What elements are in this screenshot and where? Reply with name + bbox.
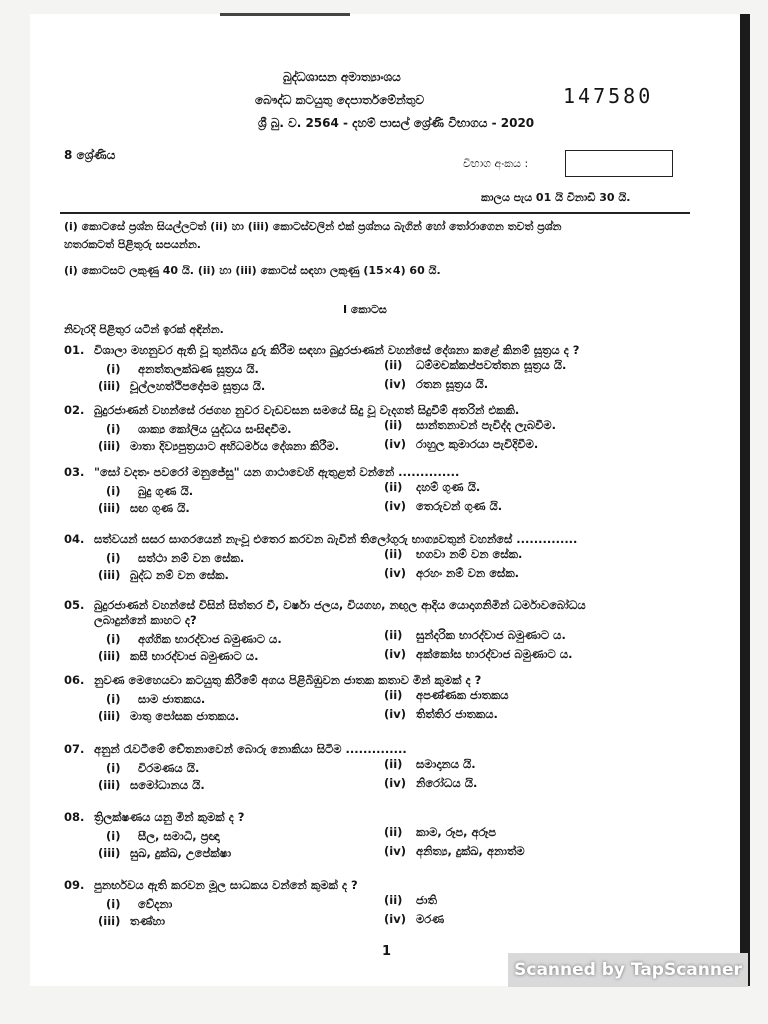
question-text: අනුන් රැවටීමේ චේතනාවෙන් බොරු නොකියා සිටීම .............. — [94, 742, 407, 756]
scanner-watermark: Scanned by TapScanner — [508, 953, 748, 987]
answer-option[interactable] — [384, 547, 522, 562]
option-numeral: (iv) — [384, 437, 406, 451]
option-numeral: (iii) — [98, 439, 121, 453]
question-stem — [64, 810, 704, 825]
scan-edge-right — [740, 14, 750, 986]
answer-options — [64, 688, 704, 730]
answer-option[interactable] — [98, 914, 165, 929]
answer-option[interactable] — [384, 893, 437, 908]
section-title: I කොටස — [343, 303, 387, 316]
answer-option[interactable] — [384, 688, 509, 703]
answer-option[interactable] — [384, 628, 566, 643]
option-numeral: (i) — [106, 829, 121, 843]
option-text: අනත්තලක්ඛණ සූත්‍රය යි. — [138, 362, 259, 376]
answer-options — [64, 547, 704, 589]
option-numeral: (iv) — [384, 776, 406, 790]
instruction-line-1: (i) කොටසේ ප්‍රශ්න සියල්ලටත් (ii) හා (iii) කොටස්වලින් එක් ප්‍රශ්නය බැගින් හෝ තෝරාගෙන තවත් ප්‍රශ්න — [64, 220, 562, 233]
option-text: සාන්තනාවන් පැවිද්ද ලැබවීම. — [416, 418, 557, 432]
question-8 — [64, 810, 704, 867]
question-number: 07. — [64, 742, 85, 756]
option-numeral: (ii) — [384, 757, 403, 771]
answer-option[interactable] — [384, 757, 476, 772]
answer-options — [64, 358, 704, 400]
question-stem — [64, 532, 704, 547]
option-text: බුද්ධ නම් වන සේක. — [130, 568, 229, 582]
answer-options — [64, 418, 704, 460]
option-numeral: (i) — [106, 484, 121, 498]
option-text: මාතා දිව්‍යපුත්‍රයාට අභිධර්මය දේශනා කිරීම. — [130, 439, 340, 453]
question-text: ත්‍රිලක්ෂණය යනු මින් කුමක් ද ? — [94, 810, 245, 824]
answer-option[interactable] — [106, 422, 291, 437]
option-numeral: (ii) — [384, 547, 403, 561]
answer-option[interactable] — [98, 778, 205, 793]
option-text: අග්ගික භාරද්වාජ බමුණාට ය. — [138, 632, 282, 646]
option-text: සුඛ, දුක්ඛ, උපේක්ෂා — [130, 846, 232, 860]
option-numeral: (ii) — [384, 480, 403, 494]
option-text: සීල, සමාධි, ප්‍රඥා — [138, 829, 220, 843]
answer-option[interactable] — [98, 568, 229, 583]
marks-allocation: (i) කොටසට ලකුණු 40 යි. (ii) හා (iii) කොටස් සඳහා ලකුණු (15×4) 60 යි. — [64, 264, 441, 277]
option-text: භගවා නම් වන සේක. — [416, 547, 523, 561]
index-number-box — [565, 150, 673, 177]
answer-option[interactable] — [106, 692, 205, 707]
option-text: සාම ජාතකය. — [138, 692, 206, 706]
answer-option[interactable] — [384, 499, 502, 514]
option-numeral: (i) — [106, 551, 121, 565]
question-text: බුදුරජාණන් වහන්සේ විසින් සිත්තර වී, වර්ෂා ජලය, වියගහ, නඟුල ආදිය යොදාගනිමින් ධර්මාවබෝධය — [94, 598, 586, 612]
answer-option[interactable] — [98, 379, 265, 394]
option-numeral: (i) — [106, 422, 121, 436]
answer-option[interactable] — [384, 707, 498, 722]
answer-options — [64, 825, 704, 867]
question-2 — [64, 403, 704, 460]
answer-option[interactable] — [98, 649, 258, 664]
option-numeral: (iv) — [384, 566, 406, 580]
answer-option[interactable] — [384, 437, 538, 452]
question-stem — [64, 742, 704, 757]
option-numeral: (ii) — [384, 358, 403, 372]
question-3 — [64, 465, 704, 522]
option-text: අරහං නම් වන සේක. — [416, 566, 520, 580]
option-text: සත්ථා නම් වන සේක. — [138, 551, 245, 565]
question-number: 01. — [64, 343, 85, 357]
option-text: දහම් ගුණ යි. — [416, 480, 481, 494]
option-numeral: (iv) — [384, 707, 406, 721]
option-numeral: (iii) — [98, 501, 121, 515]
question-text: විශාලා මහනුවර ඇති වූ තුන්බිය දුරු කිරීම සඳහා බුදුරජාණන් වහන්සේ දේශනා කළේ කිනම් සූත්‍රය ද ? — [94, 343, 580, 357]
question-text: සත්වයන් සසර සාගරයෙන් නැංවූ එතෙර කරවන බැවින් තිලෝගුරු භාග්‍යවතුන් වහන්සේ .............. — [94, 532, 578, 546]
question-4 — [64, 532, 704, 589]
option-text: රාහුල කුමාරයා පැවිදිවීම. — [416, 437, 539, 451]
option-numeral: (iii) — [98, 778, 121, 792]
answer-options — [64, 757, 704, 799]
option-text: සුන්දරික භාරද්වාජ බමුණාට ය. — [416, 628, 566, 642]
question-stem — [64, 403, 704, 418]
option-text: අක්කෝස භාරද්වාජ බමුණාට ය. — [416, 647, 573, 661]
question-text: පුනර්භවය ඇති කරවන මූල සාධකය වන්නේ කුමක් ද ? — [94, 878, 358, 892]
option-text: කසී භාරද්වාජ බමුණාට ය. — [130, 649, 259, 663]
answer-option[interactable] — [106, 897, 172, 912]
section-instruction: නිවැරදි පිළිතුර යටින් ඉරක් අඳින්න. — [64, 323, 224, 336]
answer-option[interactable] — [106, 632, 282, 647]
page-number: 1 — [382, 944, 392, 959]
answer-option[interactable] — [98, 501, 190, 516]
answer-option[interactable] — [384, 776, 477, 791]
option-numeral: (ii) — [384, 688, 403, 702]
option-numeral: (iv) — [384, 377, 406, 391]
option-numeral: (iii) — [98, 568, 121, 582]
question-text: බුදුරජාණන් වහන්සේ රජගහ නුවර වැඩවසන සමයේ සිදු වූ වැදගත් සිදුවීම් අතරින් එකකි. — [94, 403, 520, 417]
header-divider — [60, 212, 690, 214]
answer-option[interactable] — [384, 844, 525, 859]
option-numeral: (i) — [106, 692, 121, 706]
option-text: ධම්මචක්කප්පවත්තන සූත්‍රය යි. — [416, 358, 567, 372]
option-numeral: (i) — [106, 897, 121, 911]
grade-label: 8 ශ්‍රේණිය — [64, 148, 116, 162]
question-number: 02. — [64, 403, 85, 417]
answer-option[interactable] — [384, 358, 566, 373]
answer-option[interactable] — [384, 418, 556, 433]
question-number: 06. — [64, 673, 85, 687]
option-text: නිරෝධය යි. — [416, 776, 478, 790]
serial-number: 147580 — [563, 84, 654, 108]
option-text: රතන සූත්‍රය යි. — [416, 377, 489, 391]
option-text: ශාක්‍ය කෝලිය යුද්ධය සංසිඳවීම. — [138, 422, 292, 436]
option-numeral: (i) — [106, 761, 121, 775]
option-numeral: (iv) — [384, 647, 406, 661]
question-6 — [64, 673, 704, 730]
option-numeral: (iv) — [384, 912, 406, 926]
answer-options — [64, 893, 704, 935]
question-text: "සෝ වදතං පවරෝ මනුජේසු" යන ගාථාවෙහි ඇතුළත් වන්නේ .............. — [94, 465, 460, 479]
option-text: අනිත්‍ය, දුක්ඛ, අනාත්ම — [416, 844, 525, 858]
answer-option[interactable] — [384, 480, 480, 495]
option-text: තිත්තිර ජාතකය. — [416, 707, 498, 721]
question-stem — [64, 343, 704, 358]
option-numeral: (ii) — [384, 825, 403, 839]
question-number: 05. — [64, 598, 85, 612]
question-number: 08. — [64, 810, 85, 824]
question-text: නුවණ මෙහෙයවා කටයුතු කිරීමේ අගය පිළිබිඹුවන ජාතක කතාව මින් කුමක් ද ? — [94, 673, 482, 687]
option-numeral: (iii) — [98, 379, 121, 393]
answer-option[interactable] — [106, 484, 193, 499]
answer-option[interactable] — [106, 362, 259, 377]
option-text: කාම, රූප, අරූප — [416, 825, 496, 839]
answer-option[interactable] — [106, 829, 220, 844]
question-text-continued: ලබාදුන්නේ කාහට ද? — [94, 613, 197, 627]
answer-option[interactable] — [384, 825, 496, 840]
option-text: විරමණය යි. — [138, 761, 200, 775]
answer-option[interactable] — [98, 439, 339, 454]
option-text: වේදනා — [138, 897, 173, 911]
option-numeral: (ii) — [384, 418, 403, 432]
question-stem — [64, 598, 704, 613]
option-numeral: (ii) — [384, 893, 403, 907]
option-text: තණ්හා — [130, 914, 166, 928]
option-text: සමෝධානය යි. — [130, 778, 205, 792]
answer-option[interactable] — [384, 912, 444, 927]
option-numeral: (i) — [106, 632, 121, 646]
answer-option[interactable] — [98, 846, 231, 861]
answer-option[interactable] — [384, 377, 488, 392]
index-number-label: විභාග අංකය : — [463, 157, 529, 170]
option-numeral: (iii) — [98, 649, 121, 663]
option-numeral: (iv) — [384, 499, 406, 513]
answer-option[interactable] — [106, 551, 244, 566]
option-text: සඟ ගුණ යි. — [130, 501, 190, 515]
option-text: චූල්ලහත්ථිපදෝපම සූත්‍රය යි. — [130, 379, 266, 393]
question-number: 04. — [64, 532, 85, 546]
option-numeral: (i) — [106, 362, 121, 376]
option-text: සමාදානය යි. — [416, 757, 476, 771]
option-numeral: (iii) — [98, 914, 121, 928]
option-text: මරණ — [416, 912, 445, 926]
option-text: අපණ්ණක ජාතකය — [416, 688, 509, 702]
answer-option[interactable] — [384, 647, 572, 662]
answer-option[interactable] — [384, 566, 519, 581]
option-text: බුදු ගුණ යි. — [138, 484, 194, 498]
option-numeral: (ii) — [384, 628, 403, 642]
option-text: තෙරුවන් ගුණ යි. — [416, 499, 503, 513]
answer-options — [64, 480, 704, 522]
question-9 — [64, 878, 704, 935]
question-number: 09. — [64, 878, 85, 892]
answer-option[interactable] — [106, 761, 199, 776]
question-1 — [64, 343, 704, 400]
question-stem — [64, 465, 704, 480]
question-number: 03. — [64, 465, 85, 479]
option-numeral: (iii) — [98, 846, 121, 860]
department-name: බෞද්ධ කටයුතු දෙපාර්තමේන්තුව — [255, 93, 425, 107]
answer-option[interactable] — [98, 709, 239, 724]
option-text: ජාති — [416, 893, 437, 907]
answer-options — [64, 628, 704, 670]
question-stem — [64, 673, 704, 688]
ministry-name: බුද්ධශාසන අමාත්‍යාංශය — [283, 70, 401, 84]
option-numeral: (iv) — [384, 844, 406, 858]
exam-title: ශ්‍රී බු. ව. 2564 - දහම් පාසල් ශ්‍රේණි විභාගය - 2020 — [258, 116, 535, 130]
question-stem — [64, 878, 704, 893]
option-numeral: (iii) — [98, 709, 121, 723]
option-text: මාතු පෝසක ජාතකය. — [130, 709, 240, 723]
question-7 — [64, 742, 704, 799]
time-allowed: කාලය පැය 01 යි විනාඩි 30 යි. — [481, 191, 631, 204]
instruction-line-2: හතරකටත් පිළිතුරු සපයන්න. — [64, 238, 201, 251]
question-5 — [64, 598, 704, 670]
scan-edge-top — [220, 13, 350, 16]
